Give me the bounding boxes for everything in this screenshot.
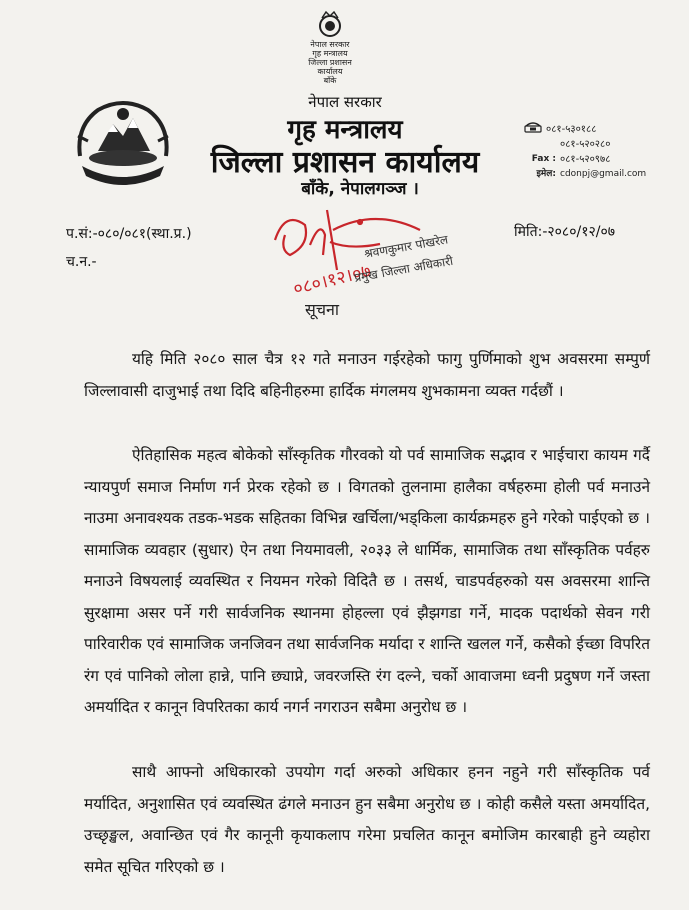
office-seal-stamp	[296, 10, 364, 85]
body-paragraph-1: यहि मिति २०८० साल चैत्र १२ गते मनाउन गईरहेको फागु पुर्णिमाको शुभ अवसरमा सम्पुर्ण जिल्लावासी दाजुभाई तथा दिदि बहिनीहरुमा हार्दिक मंगलमय शुभकामना व्यक्त गर्दछौं ।	[84, 350, 650, 400]
seal-text: नेपाल सरकार गृह मन्त्रालय जिल्ला प्रशासन कार्यालय बाँके	[308, 40, 352, 85]
fax-label: Fax :	[531, 154, 556, 164]
nepal-emblem-logo	[68, 96, 178, 186]
notice-subject: सूचना	[305, 300, 340, 319]
contact-block	[512, 122, 682, 182]
email-address: cdonpj@gmail.com	[560, 169, 647, 179]
office-location: बाँके, नेपालगञ्ज ।	[301, 179, 419, 199]
signatory-title: प्रमुख जिल्ला अधिकारी	[353, 253, 455, 285]
email-label: इमेल:	[536, 169, 556, 179]
reference-number: प.सं:-०८०/०८१(स्था.प्र.)	[66, 226, 192, 242]
body-paragraph-2: ऐतिहासिक महत्व बोकेको साँस्कृतिक गौरवको यो पर्व सामाजिक सद्भाव र भाईचारा कायम गर्दै न्यायपुर्ण समाज निर्माण गर्न प्रेरक रहेको छ । विगतको तुलनामा हालैका वर्षहरुमा होली पर्व मनाउने नाउमा अनावश्यक तडक-भडक सहितका विभिन्न खर्चिला/भड्किला कार्यक्रमहरु हुने गरेको पाईएको छ । सामाजिक व्यवहार (सुधार) ऐन तथा नियमावली, २०३३ ले धार्मिक, सामाजिक तथा साँस्कृतिक पर्वहरु मनाउने विषयलाई व्यवस्थित र नियमन गरेको विदितै छ । तसर्थ, चाडपर्वहरुको यस अवसरमा शान्ति सुरक्षामा असर पर्ने गरी सार्वजनिक स्थानमा होहल्ला एवं झैझगडा गर्ने, मादक पदार्थको सेवन गरी पारिवारीक एवं सामाजिक जनजिवन तथा सार्वजनिक मर्यादा र शान्ति खलल गर्ने, कसैको ईच्छा विपरित रंग एवं पानिको लोला हान्ने, पानि छ्याप्ने, जवरजस्ति रंग दल्ने, चर्को आवाजमा ध्वनी प्रदुषण गर्ने जस्ता अमर्यादित र कानून विपरितका कार्य नगर्न नगराउन सबैमा अनुरोध छ ।	[84, 446, 650, 716]
signature-date-code: ०८०।१२।०७	[291, 260, 374, 300]
government-name: नेपाल सरकार	[308, 93, 382, 111]
official-signature-stamp	[255, 200, 485, 330]
letter-date: मिति:-२०८०/१२/०७	[514, 224, 616, 240]
body-paragraph-3: साथै आफ्नो अधिकारको उपयोग गर्दा अरुको अधिकार हनन नहुने गरी साँस्कृतिक पर्व मर्यादित, अनुशासित एवं व्यवस्थित ढंगले मनाउन हुन सबैमा अनुरोध छ । कोही कसैले यस्ता अमर्यादित, उच्छृङ्खल, अवान्छित एवं गैर कानूनी कृयाकलाप गरेमा प्रचलित कानून बमोजिम कारबाही हुने व्यहोरा समेत सूचित गरिएको छ ।	[84, 763, 650, 876]
telephone-icon	[512, 121, 546, 139]
signatory-name: श्रवणकुमार पोखरेल	[363, 232, 450, 261]
phone-number-2: ०८१-५२०२८०	[560, 139, 611, 150]
ministry-name: गृह मन्त्रालय	[287, 115, 403, 145]
dispatch-number: च.न.-	[66, 254, 97, 270]
office-name: जिल्ला प्रशासन कार्यालय	[210, 145, 480, 180]
fax-number: ०८१-५२०९७८	[560, 154, 611, 165]
phone-number-1: ०८१-५३०१८८	[546, 124, 597, 135]
